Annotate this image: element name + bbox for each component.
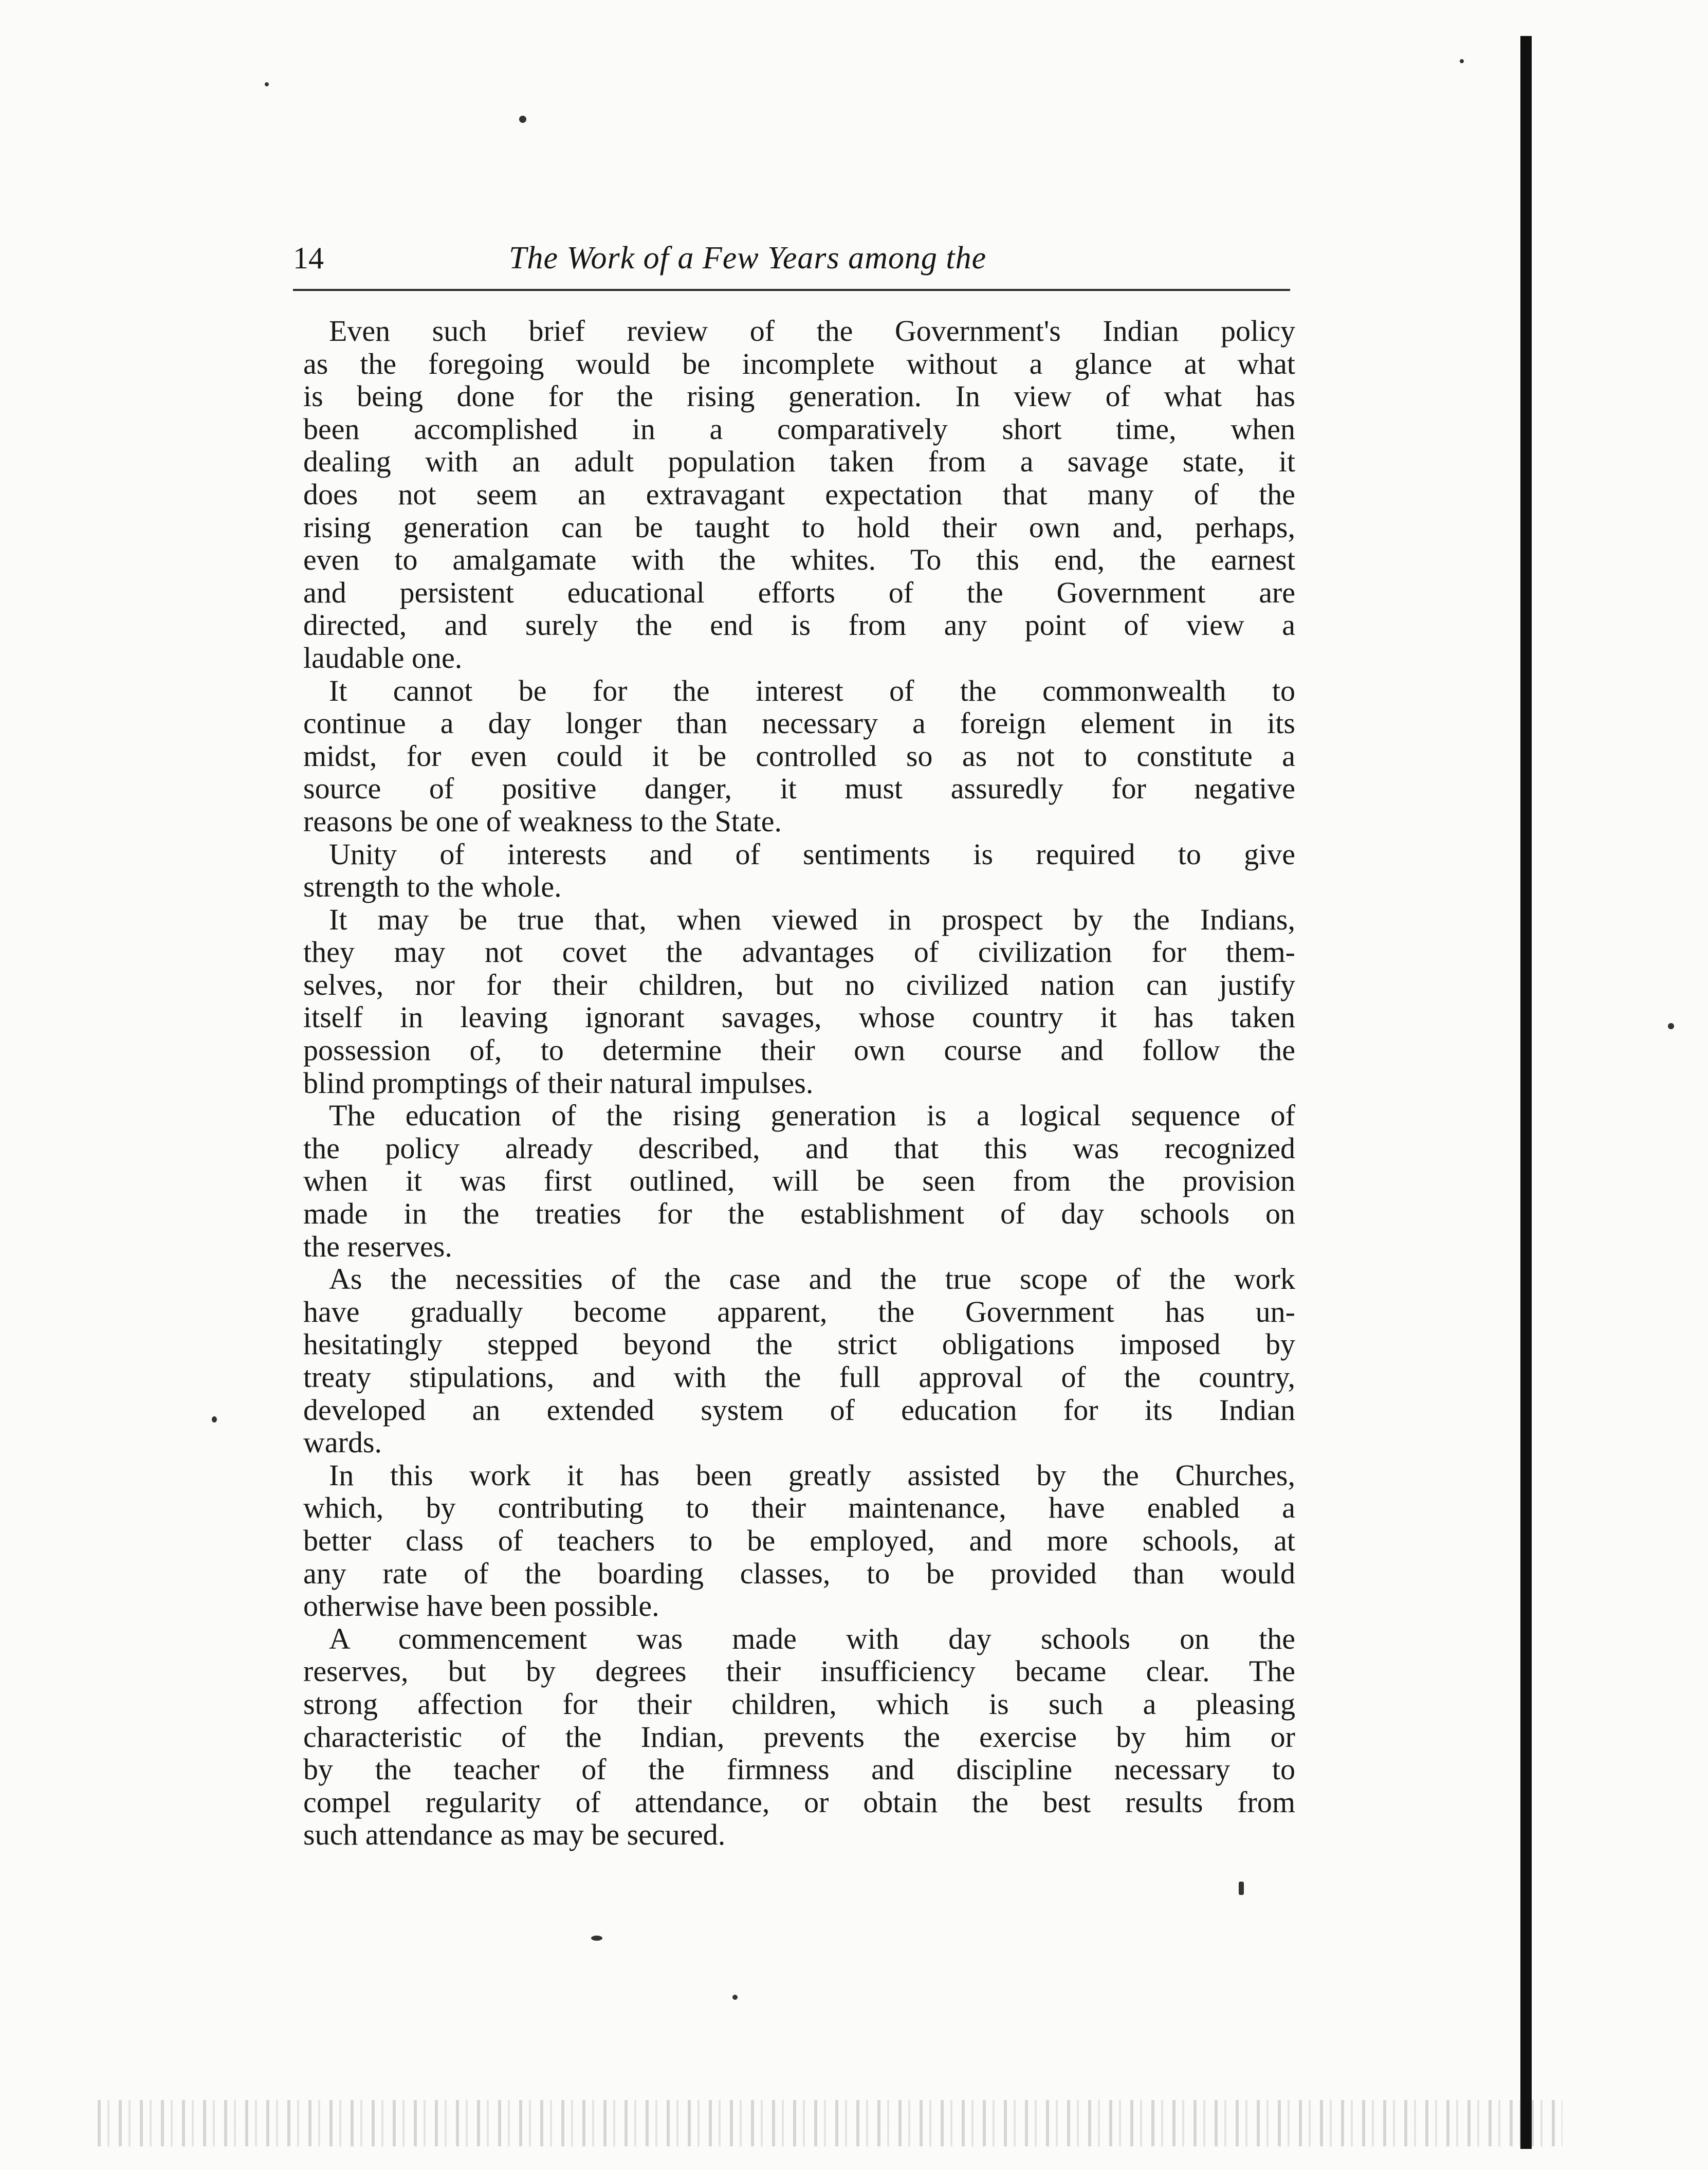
page-number: 14 bbox=[293, 241, 324, 275]
text-line: Even such brief review of the Government's Indian policy bbox=[329, 314, 1295, 348]
text-line: as the foregoing would be incomplete without a glance at what bbox=[303, 347, 1295, 380]
paragraph bbox=[303, 674, 1295, 838]
scan-speck bbox=[1668, 1023, 1674, 1029]
paragraph bbox=[303, 1263, 1295, 1459]
running-head: The Work of a Few Years among the bbox=[509, 241, 987, 276]
text-line: such attendance as may be secured. bbox=[303, 1818, 726, 1852]
scan-speck bbox=[1239, 1882, 1244, 1895]
text-line: possession of, to determine their own course and follow the bbox=[303, 1033, 1295, 1067]
paragraph bbox=[303, 1622, 1295, 1851]
text-line: dealing with an adult population taken from a savage state, it bbox=[303, 445, 1295, 479]
page-header bbox=[293, 238, 1290, 289]
text-line: compel regularity of attendance, or obtain the best results from bbox=[303, 1785, 1295, 1819]
text-line: directed, and surely the end is from any point of view a bbox=[303, 608, 1295, 642]
text-line: treaty stipulations, and with the full approval of the country, bbox=[303, 1360, 1295, 1394]
scan-speck bbox=[1460, 59, 1464, 63]
text-line: the reserves. bbox=[303, 1229, 452, 1263]
text-line: any rate of the boarding classes, to be provided than would bbox=[303, 1556, 1295, 1590]
text-line: hesitatingly stepped beyond the strict obligations imposed by bbox=[303, 1327, 1295, 1361]
text-line: strong affection for their children, which is such a pleasing bbox=[303, 1687, 1295, 1721]
scan-speck bbox=[519, 116, 526, 123]
text-line: The education of the rising generation is a logical sequence of bbox=[329, 1099, 1295, 1133]
text-line: which, by contributing to their maintenance, have enabled a bbox=[303, 1491, 1295, 1525]
text-line: blind promptings of their natural impulses. bbox=[303, 1066, 814, 1100]
text-line: source of positive danger, it must assuredly for negative bbox=[303, 772, 1295, 806]
text-line: continue a day longer than necessary a foreign element in its bbox=[303, 706, 1295, 740]
text-line: As the necessities of the case and the true scope of the work bbox=[329, 1262, 1295, 1296]
paragraph bbox=[303, 315, 1295, 674]
text-line: even to amalgamate with the whites. To this end, the earnest bbox=[303, 543, 1295, 577]
text-line: midst, for even could it be controlled so as not to constitute a bbox=[303, 739, 1295, 773]
text-line: rising generation can be taught to hold their own and, perhaps, bbox=[303, 510, 1295, 544]
text-line: been accomplished in a comparatively short time, when bbox=[303, 412, 1295, 446]
paragraph bbox=[303, 903, 1295, 1100]
text-line: itself in leaving ignorant savages, whose country it has taken bbox=[303, 1000, 1295, 1034]
scan-noise-bottom bbox=[98, 2100, 1563, 2146]
paragraph bbox=[303, 1459, 1295, 1622]
paragraph bbox=[303, 838, 1295, 903]
text-line: is being done for the rising generation. In view of what has bbox=[303, 379, 1295, 413]
text-line: by the teacher of the firmness and discipline necessary to bbox=[303, 1753, 1295, 1786]
text-line: when it was first outlined, will be seen from the provision bbox=[303, 1164, 1295, 1198]
text-line: selves, nor for their children, but no civilized nation can justify bbox=[303, 968, 1295, 1001]
binding-edge bbox=[1520, 36, 1532, 2149]
text-line: In this work it has been greatly assisted by the Churches, bbox=[329, 1458, 1295, 1492]
text-line: they may not covet the advantages of civilization for them- bbox=[303, 935, 1295, 969]
text-line: It may be true that, when viewed in prospect by the Indians, bbox=[329, 902, 1295, 936]
text-line: Unity of interests and of sentiments is required to give bbox=[329, 837, 1295, 871]
text-line: reasons be one of weakness to the State. bbox=[303, 804, 782, 838]
scan-speck bbox=[265, 82, 269, 86]
text-line: strength to the whole. bbox=[303, 870, 562, 904]
text-line: reserves, but by degrees their insufficiency became clear. The bbox=[303, 1654, 1295, 1688]
text-line: otherwise have been possible. bbox=[303, 1589, 659, 1623]
text-line: A commencement was made with day schools on the bbox=[329, 1621, 1295, 1655]
scan-speck bbox=[732, 1995, 738, 2000]
text-line: better class of teachers to be employed, and more schools, at bbox=[303, 1523, 1295, 1557]
paragraph bbox=[303, 1099, 1295, 1263]
text-line: does not seem an extravagant expectation that many of the bbox=[303, 477, 1295, 511]
text-line: made in the treaties for the establishment of day schools on bbox=[303, 1197, 1295, 1231]
text-line: developed an extended system of education for its Indian bbox=[303, 1393, 1295, 1427]
text-line: and persistent educational efforts of the Government are bbox=[303, 575, 1295, 609]
scan-speck bbox=[591, 1936, 602, 1941]
body-text bbox=[303, 315, 1295, 1851]
header-rule bbox=[293, 289, 1290, 291]
text-line: have gradually become apparent, the Government has un- bbox=[303, 1294, 1295, 1328]
text-line: It cannot be for the interest of the commonwealth to bbox=[329, 673, 1295, 707]
text-line: characteristic of the Indian, prevents the exercise by him or bbox=[303, 1720, 1295, 1754]
text-line: laudable one. bbox=[303, 641, 463, 674]
scan-speck bbox=[212, 1416, 217, 1423]
text-line: wards. bbox=[303, 1426, 382, 1460]
text-line: the policy already described, and that this was recognized bbox=[303, 1131, 1295, 1165]
